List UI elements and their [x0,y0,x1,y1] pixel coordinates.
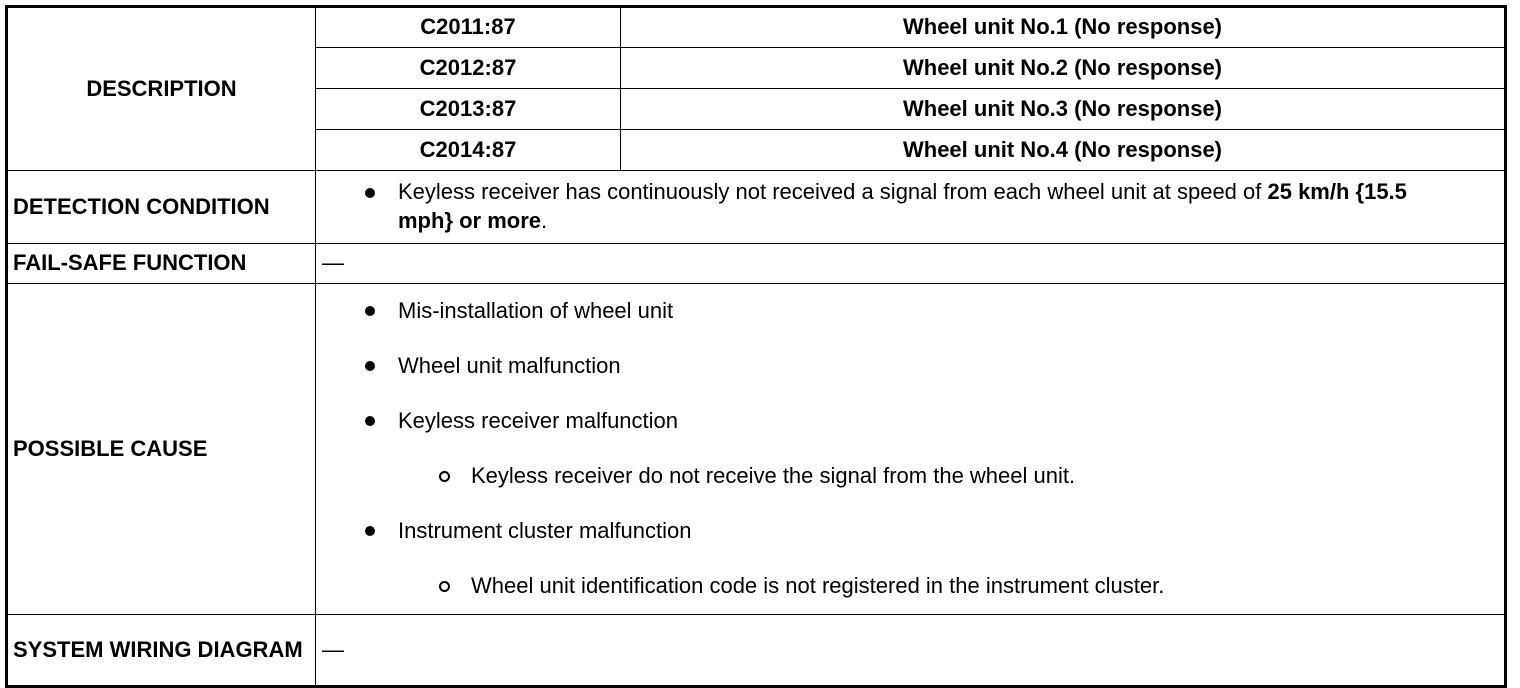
possible-cause-row [7,284,1506,615]
detection-condition-row [7,171,1506,244]
system-wiring-row [7,615,1506,687]
bullet-icon [365,416,375,426]
possible-cause-label: POSSIBLE CAUSE [7,284,316,615]
cause-text: Wheel unit identification code is not registered in the instrument cluster. [471,573,1165,599]
dtc-code: C2013:87 [316,89,621,130]
cause-subitem [316,449,1504,504]
cause-text: Instrument cluster malfunction [398,518,692,544]
cause-item [316,504,1504,559]
system-wiring-label: SYSTEM WIRING DIAGRAM [7,615,316,687]
system-wiring-value: — [316,615,1506,687]
description-label: DESCRIPTION [7,7,316,171]
cause-item [316,339,1504,394]
dtc-table [5,5,1507,688]
cause-item [316,394,1504,449]
bullet-icon [365,526,375,536]
cause-text: Keyless receiver malfunction [398,408,679,434]
dtc-description: Wheel unit No.4 (No response) [621,130,1506,171]
detection-speed: 25 km/h {15.5 mph} or more [398,179,1407,233]
cause-text: Wheel unit malfunction [398,353,621,379]
dtc-code: C2011:87 [316,7,621,48]
description-row-1 [7,7,1506,48]
dtc-description: Wheel unit No.1 (No response) [621,7,1506,48]
hollow-bullet-icon [439,581,450,592]
fail-safe-value: — [316,244,1506,284]
hollow-bullet-icon [439,471,450,482]
dtc-description: Wheel unit No.2 (No response) [621,48,1506,89]
detection-condition-item [316,178,1504,235]
bullet-icon [365,361,375,371]
dtc-code: C2014:87 [316,130,621,171]
detection-text: Keyless receiver has continuously not received a signal from each wheel unit at speed of [398,179,1268,205]
detection-text-end: . [541,208,548,233]
bullet-icon [365,188,375,198]
fail-safe-row [7,244,1506,284]
bullet-icon [365,306,375,316]
cause-text: Mis-installation of wheel unit [398,298,674,324]
dtc-code: C2012:87 [316,48,621,89]
cause-text: Keyless receiver do not receive the signal from the wheel unit. [471,463,1076,489]
possible-cause-cell [316,284,1506,615]
cause-subitem [316,559,1504,614]
fail-safe-label: FAIL-SAFE FUNCTION [7,244,316,284]
detection-condition-cell [316,171,1506,244]
cause-item [316,284,1504,339]
detection-condition-label: DETECTION CONDITION [7,171,316,244]
dtc-description: Wheel unit No.3 (No response) [621,89,1506,130]
